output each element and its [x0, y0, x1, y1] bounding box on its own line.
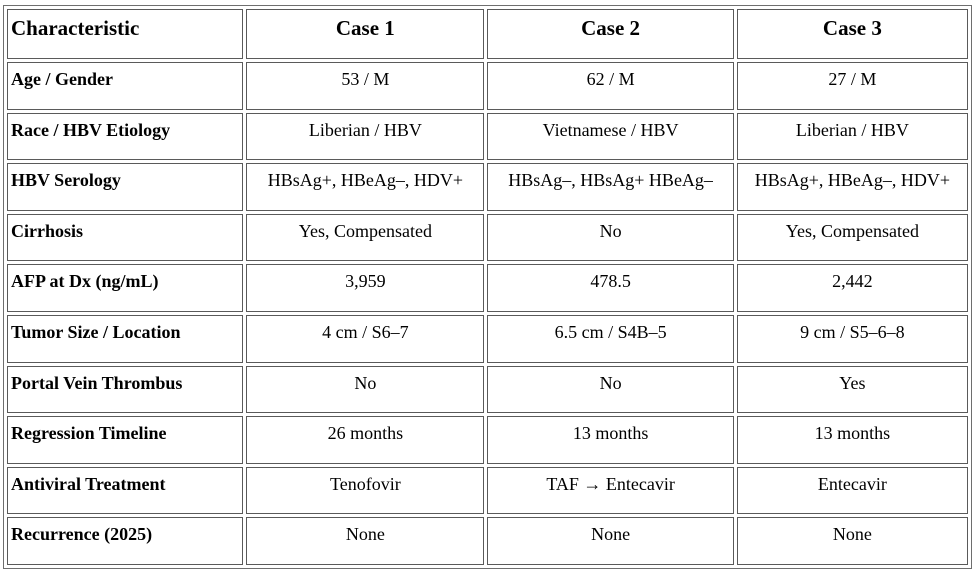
- row-label: Race / HBV Etiology: [7, 113, 243, 161]
- table-row-afp: [7, 264, 968, 312]
- cell-case-1: Yes, Compensated: [246, 214, 484, 262]
- cell-case-1: Liberian / HBV: [246, 113, 484, 161]
- table-row-portal-vein: [7, 366, 968, 414]
- table-row-hbv-serology: [7, 163, 968, 211]
- cell-case-1: 26 months: [246, 416, 484, 464]
- table-row-recurrence: [7, 517, 968, 565]
- cell-case-3: 9 cm / S5–6–8: [737, 315, 968, 363]
- header-characteristic: Characteristic: [7, 9, 243, 59]
- cell-case-2: 13 months: [487, 416, 733, 464]
- row-label: Recurrence (2025): [7, 517, 243, 565]
- cell-case-1: No: [246, 366, 484, 414]
- cell-case-1: 53 / M: [246, 62, 484, 110]
- cell-case-3: HBsAg+, HBeAg–, HDV+: [737, 163, 968, 211]
- case-comparison-table-frame: [3, 5, 972, 569]
- cell-case-3: 2,442: [737, 264, 968, 312]
- cell-case-2: No: [487, 366, 733, 414]
- cell-case-2: 62 / M: [487, 62, 733, 110]
- row-label: Antiviral Treatment: [7, 467, 243, 515]
- table-row-regression: [7, 416, 968, 464]
- table-row-tumor-size: [7, 315, 968, 363]
- cell-case-1: None: [246, 517, 484, 565]
- row-label: Regression Timeline: [7, 416, 243, 464]
- cell-case-3: 27 / M: [737, 62, 968, 110]
- cell-case-2: TAF → Entecavir: [487, 467, 733, 515]
- cell-case-2: None: [487, 517, 733, 565]
- table-header-row: [7, 9, 968, 59]
- row-label: Cirrhosis: [7, 214, 243, 262]
- header-case-2: Case 2: [487, 9, 733, 59]
- cell-case-2: 6.5 cm / S4B–5: [487, 315, 733, 363]
- table-row-cirrhosis: [7, 214, 968, 262]
- row-label: Age / Gender: [7, 62, 243, 110]
- row-label: HBV Serology: [7, 163, 243, 211]
- cell-case-2: No: [487, 214, 733, 262]
- row-label: Tumor Size / Location: [7, 315, 243, 363]
- cell-case-1: HBsAg+, HBeAg–, HDV+: [246, 163, 484, 211]
- cell-case-3: 13 months: [737, 416, 968, 464]
- header-case-1: Case 1: [246, 9, 484, 59]
- cell-case-3: Yes, Compensated: [737, 214, 968, 262]
- cell-case-1: 3,959: [246, 264, 484, 312]
- cell-case-1: Tenofovir: [246, 467, 484, 515]
- row-label: AFP at Dx (ng/mL): [7, 264, 243, 312]
- cell-case-2: HBsAg–, HBsAg+ HBeAg–: [487, 163, 733, 211]
- table-row-race-etiology: [7, 113, 968, 161]
- cell-case-2: Vietnamese / HBV: [487, 113, 733, 161]
- cell-case-2: 478.5: [487, 264, 733, 312]
- row-label: Portal Vein Thrombus: [7, 366, 243, 414]
- cell-case-1: 4 cm / S6–7: [246, 315, 484, 363]
- cell-case-3: Entecavir: [737, 467, 968, 515]
- table-row-age-gender: [7, 62, 968, 110]
- cell-case-3: None: [737, 517, 968, 565]
- table-row-antiviral: [7, 467, 968, 515]
- cell-case-3: Yes: [737, 366, 968, 414]
- case-comparison-table: [4, 6, 971, 568]
- cell-case-3: Liberian / HBV: [737, 113, 968, 161]
- header-case-3: Case 3: [737, 9, 968, 59]
